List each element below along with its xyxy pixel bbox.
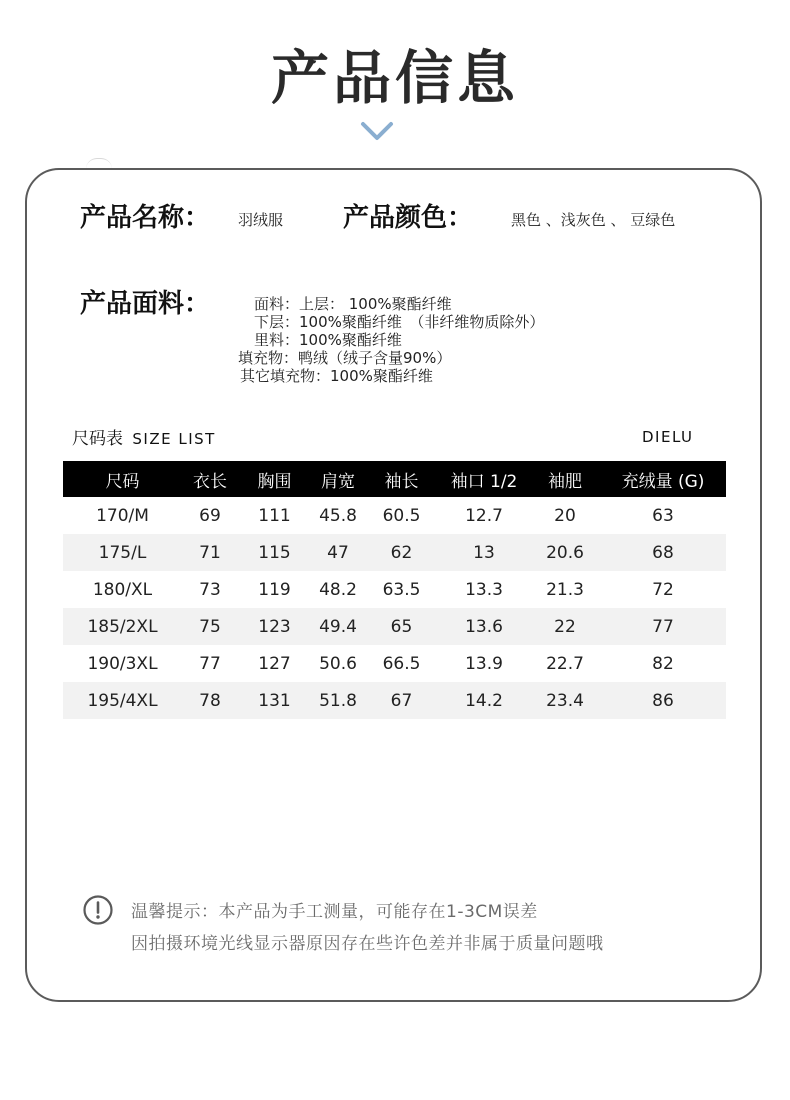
- table-cell: 13.9: [465, 653, 503, 674]
- table-cell: 20.6: [530, 534, 600, 571]
- table-cell: 123: [238, 608, 311, 645]
- header-size: 尺码: [63, 461, 182, 497]
- table-cell: 111: [258, 505, 291, 526]
- table-row: [63, 608, 726, 645]
- table-cell: 22: [530, 608, 600, 645]
- table-cell: 78: [182, 682, 238, 719]
- table-cell: 66.5: [382, 653, 421, 674]
- size-table-header-row: [63, 461, 726, 497]
- table-cell: 21.3: [546, 579, 584, 600]
- table-cell: 67: [365, 682, 438, 719]
- fabric-line-outer: 面料：上层： 100%聚酯纤维: [254, 295, 452, 313]
- fabric-line-other-filling: 其它填充物：100%聚酯纤维: [240, 367, 433, 385]
- table-cell: 195/4XL: [63, 682, 182, 719]
- table-cell: 72: [652, 579, 674, 600]
- table-cell: 71: [182, 534, 238, 571]
- table-cell: 69: [199, 505, 221, 526]
- table-cell: 73: [199, 579, 221, 600]
- header-fill-amount: 充绒量 (G): [600, 461, 726, 497]
- table-cell: 131: [238, 682, 311, 719]
- table-cell: 77: [600, 608, 726, 645]
- table-row: [63, 497, 726, 534]
- table-cell: 68: [600, 534, 726, 571]
- fabric-line-filling: 填充物：鸭绒（绒子含量90%）: [238, 349, 452, 367]
- table-cell: 14.2: [438, 682, 530, 719]
- table-cell: 180/XL: [92, 579, 153, 600]
- table-cell: 49.4: [311, 608, 365, 645]
- table-cell: 45.8: [319, 505, 357, 526]
- table-cell: 115: [238, 534, 311, 571]
- header-sleeve-length: 袖长: [365, 461, 438, 497]
- table-cell: 13.3: [465, 579, 503, 600]
- table-cell: 82: [652, 653, 674, 674]
- fabric-line-lining: 里料：100%聚酯纤维: [254, 331, 402, 349]
- table-row: [63, 534, 726, 571]
- table-cell: 175/L: [63, 534, 182, 571]
- exclamation-circle-icon: [82, 894, 114, 926]
- table-cell: 65: [365, 608, 438, 645]
- size-list-title-cn: 尺码表: [72, 429, 123, 449]
- brand-label: DIELU: [642, 428, 694, 446]
- table-cell: 63: [652, 505, 674, 526]
- table-cell: 119: [258, 579, 291, 600]
- product-color-value: 黑色 、浅灰色 、 豆绿色: [511, 211, 676, 229]
- tip-line-color-difference: 因拍摄环境光线显示器原因存在些许色差并非属于质量问题哦: [131, 934, 604, 954]
- table-cell: 63.5: [382, 579, 421, 600]
- header-sleeve-width: 袖肥: [530, 461, 600, 497]
- product-color-label: 产品颜色：: [343, 203, 474, 233]
- table-cell: 51.8: [311, 682, 365, 719]
- table-cell: 22.7: [546, 653, 584, 674]
- header-shoulder: 肩宽: [311, 461, 365, 497]
- product-name-label: 产品名称：: [80, 203, 211, 233]
- table-cell: 86: [600, 682, 726, 719]
- size-list-title-en: SIZE LIST: [132, 430, 216, 448]
- table-cell: 48.2: [319, 579, 357, 600]
- tip-line-measurement: 温馨提示：本产品为手工测量，可能存在1-3CM误差: [131, 902, 538, 922]
- table-cell: 50.6: [319, 653, 357, 674]
- table-cell: 60.5: [382, 505, 421, 526]
- table-cell: 127: [258, 653, 291, 674]
- table-row: [63, 571, 726, 608]
- table-cell: 12.7: [465, 505, 503, 526]
- table-cell: 47: [311, 534, 365, 571]
- table-cell: 13.6: [438, 608, 530, 645]
- table-cell: 20: [554, 505, 576, 526]
- table-cell: 23.4: [530, 682, 600, 719]
- table-cell: 75: [182, 608, 238, 645]
- table-row: [63, 645, 726, 682]
- chevron-down-icon: [360, 120, 394, 144]
- product-fabric-label: 产品面料：: [80, 289, 211, 319]
- header-chest: 胸围: [238, 461, 311, 497]
- table-cell: 13: [438, 534, 530, 571]
- size-table: [63, 461, 726, 719]
- product-name-value: 羽绒服: [238, 211, 284, 229]
- header-length: 衣长: [182, 461, 238, 497]
- table-cell: 77: [199, 653, 221, 674]
- table-cell: 185/2XL: [63, 608, 182, 645]
- table-cell: 170/M: [96, 505, 149, 526]
- table-cell: 190/3XL: [87, 653, 158, 674]
- table-row: [63, 682, 726, 719]
- size-list-title: [72, 424, 216, 449]
- table-cell: 62: [365, 534, 438, 571]
- page-title: 产品信息: [270, 44, 519, 112]
- header-cuff: 袖口 1/2: [438, 461, 530, 497]
- fabric-line-lower: 下层：100%聚酯纤维 （非纤维物质除外）: [254, 313, 545, 331]
